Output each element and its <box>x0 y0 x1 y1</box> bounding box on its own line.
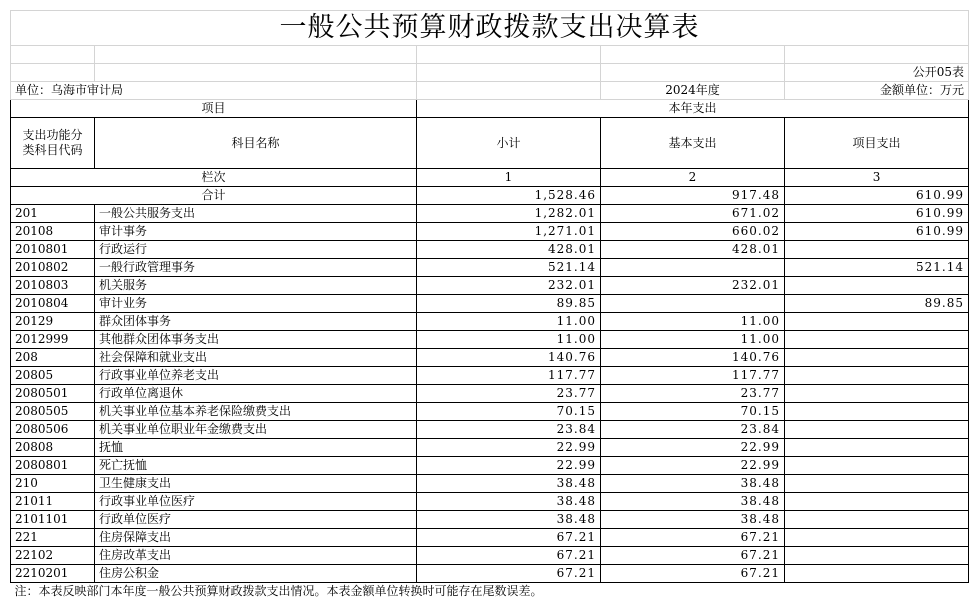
row-basic: 11.00 <box>601 331 785 349</box>
row-code: 2012999 <box>11 331 95 349</box>
row-subject-name: 行政运行 <box>95 241 417 259</box>
header-current-year-expenditure: 本年支出 <box>417 100 969 118</box>
budget-expenditure-table <box>10 10 969 600</box>
row-basic: 117.77 <box>601 367 785 385</box>
row-project: 89.85 <box>785 295 969 313</box>
total-subtotal: 1,528.46 <box>417 187 601 205</box>
column-index-label: 栏次 <box>11 169 417 187</box>
row-code: 21011 <box>11 493 95 511</box>
row-project <box>785 565 969 583</box>
row-subject-name: 住房保障支出 <box>95 529 417 547</box>
row-basic: 11.00 <box>601 313 785 331</box>
table-row <box>11 205 969 223</box>
row-project <box>785 475 969 493</box>
table-row <box>11 259 969 277</box>
row-project <box>785 241 969 259</box>
table-row <box>11 547 969 565</box>
row-project <box>785 439 969 457</box>
table-row <box>11 565 969 583</box>
row-subject-name: 行政单位离退休 <box>95 385 417 403</box>
row-project <box>785 367 969 385</box>
row-subject-name: 机关事业单位职业年金缴费支出 <box>95 421 417 439</box>
row-subject-name: 行政事业单位医疗 <box>95 493 417 511</box>
row-project <box>785 493 969 511</box>
row-project <box>785 385 969 403</box>
row-basic: 67.21 <box>601 547 785 565</box>
row-code: 2210201 <box>11 565 95 583</box>
row-basic: 660.02 <box>601 223 785 241</box>
row-subtotal: 38.48 <box>417 493 601 511</box>
row-project <box>785 277 969 295</box>
column-index-1: 1 <box>417 169 601 187</box>
row-code: 2080505 <box>11 403 95 421</box>
row-code: 22102 <box>11 547 95 565</box>
row-subtotal: 38.48 <box>417 511 601 529</box>
row-code: 208 <box>11 349 95 367</box>
row-basic <box>601 259 785 277</box>
row-basic: 67.21 <box>601 529 785 547</box>
table-row <box>11 223 969 241</box>
row-code: 210 <box>11 475 95 493</box>
row-project <box>785 349 969 367</box>
row-subject-name: 死亡抚恤 <box>95 457 417 475</box>
row-subtotal: 1,271.01 <box>417 223 601 241</box>
row-project <box>785 457 969 475</box>
row-subject-name: 一般行政管理事务 <box>95 259 417 277</box>
row-project <box>785 421 969 439</box>
row-subtotal: 140.76 <box>417 349 601 367</box>
row-subject-name: 行政事业单位养老支出 <box>95 367 417 385</box>
column-index-3: 3 <box>785 169 969 187</box>
row-subject-name: 机关服务 <box>95 277 417 295</box>
amount-unit: 金额单位：万元 <box>785 82 969 100</box>
table-row <box>11 421 969 439</box>
row-basic: 232.01 <box>601 277 785 295</box>
row-subtotal: 67.21 <box>417 565 601 583</box>
row-code: 2010804 <box>11 295 95 313</box>
row-code: 2010803 <box>11 277 95 295</box>
table-id: 公开05表 <box>785 64 969 82</box>
table-row <box>11 295 969 313</box>
row-code: 20129 <box>11 313 95 331</box>
row-subtotal: 22.99 <box>417 439 601 457</box>
row-subtotal: 1,282.01 <box>417 205 601 223</box>
row-subtotal: 67.21 <box>417 529 601 547</box>
row-project: 610.99 <box>785 223 969 241</box>
row-basic: 67.21 <box>601 565 785 583</box>
row-basic: 671.02 <box>601 205 785 223</box>
table-row <box>11 349 969 367</box>
row-basic: 38.48 <box>601 475 785 493</box>
row-subtotal: 38.48 <box>417 475 601 493</box>
row-subject-name: 一般公共服务支出 <box>95 205 417 223</box>
table-row <box>11 439 969 457</box>
row-basic: 428.01 <box>601 241 785 259</box>
table-row <box>11 493 969 511</box>
table-row <box>11 457 969 475</box>
report-title: 一般公共预算财政拨款支出决算表 <box>11 11 969 46</box>
row-subject-name: 机关事业单位基本养老保险缴费支出 <box>95 403 417 421</box>
total-basic: 917.48 <box>601 187 785 205</box>
row-subject-name: 住房公积金 <box>95 565 417 583</box>
row-code: 2080506 <box>11 421 95 439</box>
row-code: 201 <box>11 205 95 223</box>
row-subject-name: 行政单位医疗 <box>95 511 417 529</box>
table-row <box>11 313 969 331</box>
unit-label: 单位：乌海市审计局 <box>11 82 417 100</box>
row-basic: 38.48 <box>601 511 785 529</box>
row-subtotal: 89.85 <box>417 295 601 313</box>
row-basic <box>601 295 785 313</box>
row-subtotal: 521.14 <box>417 259 601 277</box>
table-row <box>11 403 969 421</box>
table-row <box>11 475 969 493</box>
row-subject-name: 其他群众团体事务支出 <box>95 331 417 349</box>
row-project: 610.99 <box>785 205 969 223</box>
table-row <box>11 277 969 295</box>
row-subject-name: 审计业务 <box>95 295 417 313</box>
row-subtotal: 11.00 <box>417 331 601 349</box>
table-row <box>11 367 969 385</box>
row-basic: 23.77 <box>601 385 785 403</box>
header-code: 支出功能分类科目代码 <box>11 118 95 169</box>
row-code: 20808 <box>11 439 95 457</box>
data-rows <box>11 205 969 583</box>
row-subject-name: 抚恤 <box>95 439 417 457</box>
row-subject-name: 社会保障和就业支出 <box>95 349 417 367</box>
row-subtotal: 428.01 <box>417 241 601 259</box>
row-code: 20108 <box>11 223 95 241</box>
row-code: 2080501 <box>11 385 95 403</box>
row-subject-name: 审计事务 <box>95 223 417 241</box>
row-code: 2101101 <box>11 511 95 529</box>
table-row <box>11 511 969 529</box>
table-row <box>11 385 969 403</box>
column-index-2: 2 <box>601 169 785 187</box>
row-subtotal: 22.99 <box>417 457 601 475</box>
row-project <box>785 313 969 331</box>
header-project: 项目支出 <box>785 118 969 169</box>
row-subtotal: 23.77 <box>417 385 601 403</box>
row-subtotal: 67.21 <box>417 547 601 565</box>
row-basic: 23.84 <box>601 421 785 439</box>
table-row <box>11 529 969 547</box>
fiscal-year: 2024年度 <box>601 82 785 100</box>
row-subtotal: 117.77 <box>417 367 601 385</box>
total-project: 610.99 <box>785 187 969 205</box>
header-subject-name: 科目名称 <box>95 118 417 169</box>
row-code: 20805 <box>11 367 95 385</box>
row-subject-name: 住房改革支出 <box>95 547 417 565</box>
table-row <box>11 331 969 349</box>
row-code: 2080801 <box>11 457 95 475</box>
row-code: 2010802 <box>11 259 95 277</box>
row-subtotal: 11.00 <box>417 313 601 331</box>
row-code: 221 <box>11 529 95 547</box>
row-project <box>785 403 969 421</box>
row-code: 2010801 <box>11 241 95 259</box>
row-subject-name: 群众团体事务 <box>95 313 417 331</box>
row-subtotal: 23.84 <box>417 421 601 439</box>
footnote: 注：本表反映部门本年度一般公共预算财政拨款支出情况。本表金额单位转换时可能存在尾数误差。 <box>11 583 969 600</box>
row-project <box>785 331 969 349</box>
row-basic: 70.15 <box>601 403 785 421</box>
row-project <box>785 529 969 547</box>
row-basic: 22.99 <box>601 439 785 457</box>
row-project <box>785 511 969 529</box>
row-basic: 140.76 <box>601 349 785 367</box>
row-basic: 38.48 <box>601 493 785 511</box>
row-subtotal: 232.01 <box>417 277 601 295</box>
row-project: 521.14 <box>785 259 969 277</box>
total-label: 合计 <box>11 187 417 205</box>
header-basic: 基本支出 <box>601 118 785 169</box>
row-subtotal: 70.15 <box>417 403 601 421</box>
row-project <box>785 547 969 565</box>
row-basic: 22.99 <box>601 457 785 475</box>
table-row <box>11 241 969 259</box>
header-item: 项目 <box>11 100 417 118</box>
row-subject-name: 卫生健康支出 <box>95 475 417 493</box>
header-subtotal: 小计 <box>417 118 601 169</box>
